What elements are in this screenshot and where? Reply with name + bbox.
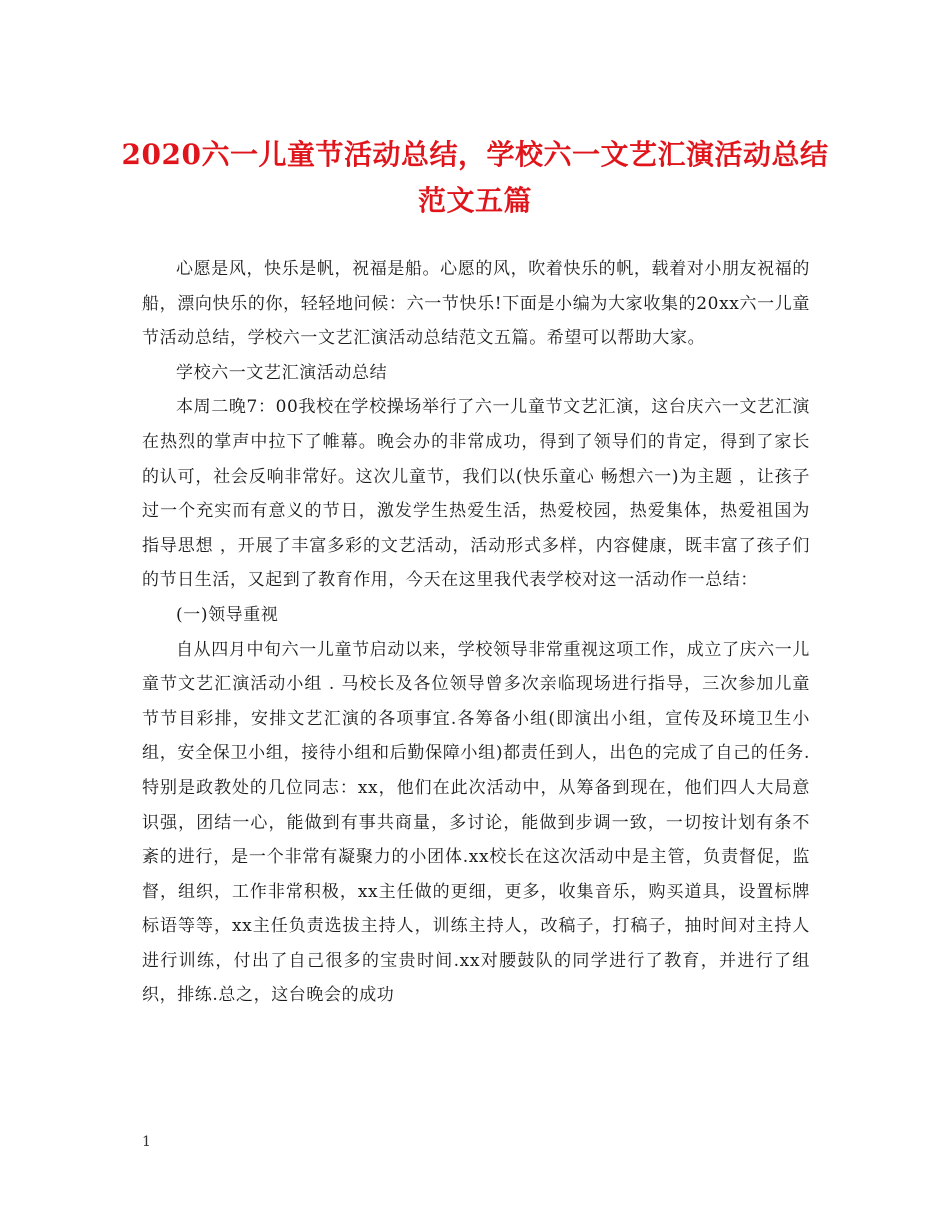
body-paragraph: 本周二晚7：00我校在学校操场举行了六一儿童节文艺汇演，这台庆六一文艺汇演在热烈的掌声中拉下了帷幕。晚会办的非常成功，得到了领导们的肯定，得到了家长的认可，社会反响非常好。这次儿童节，我们以(快乐童心 畅想六一)为主题 ，让孩子过一个充实而有意义的节日，激发学生热爱生活，热爱校园，热爱集体，热爱祖国为指导思想 ，开展了丰富多彩的文艺活动，活动形式多样，内容健康，既丰富了孩子们的节日生活，又起到了教育作用，今天在这里我代表学校对这一活动作一总结： <box>142 397 810 591</box>
section-heading: 学校六一文艺汇演活动总结 <box>176 362 388 383</box>
document-body <box>142 252 810 1013</box>
body-paragraph: 自从四月中旬六一儿童节启动以来，学校领导非常重视这项工作，成立了庆六一儿童节文艺汇演活动小组 . 马校长及各位领导曾多次亲临现场进行指导，三次参加儿童节节目彩排，安排文艺汇演的各项事宜.各筹备小组(即演出小组，宣传及环境卫生小组，安全保卫小组，接待小组和后勤保障小组)都责任到人，出色的完成了自己的任务.特别是政教处的几位同志：xx，他们在此次活动中，从筹备到现在，他们四人大局意识强，团结一心，能做到有事共商量，多讨论，能做到步调一致，一切按计划有条不紊的进行，是一个非常有凝聚力的小团体.xx校长在这次活动中是主管，负责督促，监督，组织，工作非常积极，xx主任做的更细，更多，收集音乐，购买道具，设置标牌标语等等，xx主任负责选拔主持人，训练主持人，改稿子，打稿子，抽时间对主持人进行训练，付出了自己很多的宝贵时间.xx对腰鼓队的同学进行了教育，并进行了组织，排练.总之，这台晚会的成功 <box>142 639 810 1006</box>
intro-paragraph: 心愿是风，快乐是帆，祝福是船。心愿的风，吹着快乐的帆，载着对小朋友祝福的船，漂向快乐的你，轻轻地问候：六一节快乐!下面是小编为大家收集的20xx六一儿童节活动总结，学校六一文艺汇演活动总结范文五篇。希望可以帮助大家。 <box>142 259 810 349</box>
subsection-heading: (一)领导重视 <box>176 604 279 625</box>
document-title: 2020六一儿童节活动总结，学校六一文艺汇演活动总结范文五篇 <box>121 138 829 217</box>
page-number: 1 <box>142 1134 151 1150</box>
